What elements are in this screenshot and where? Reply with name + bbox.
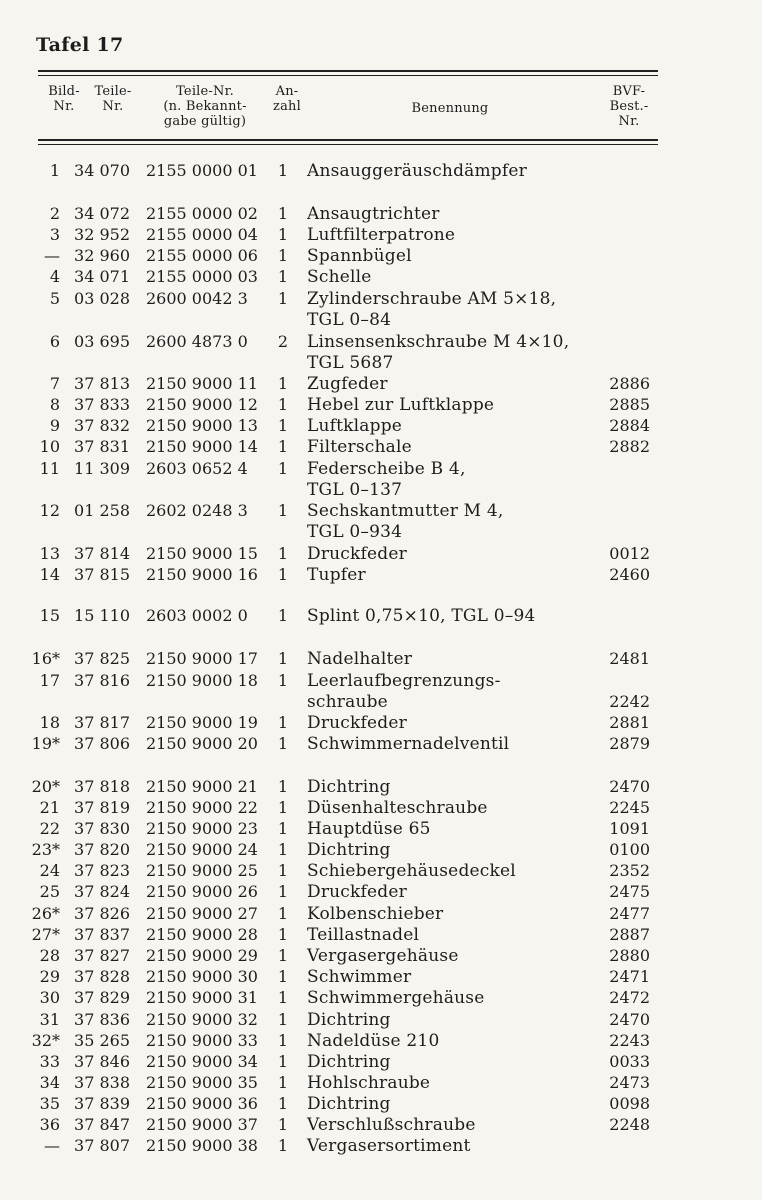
row-teile-nr: 37 833: [74, 395, 130, 414]
row-teile-nr-neu: 2600 4873 0: [146, 332, 248, 351]
row-bvf-nr: 0033: [609, 1052, 650, 1071]
row-teile-nr: 32 952: [74, 225, 130, 244]
row-teile-nr: 03 028: [74, 289, 130, 308]
table-row: [0, 458, 762, 480]
row-teile-nr-neu: 2155 0000 06: [146, 246, 258, 265]
row-anzahl: 1: [277, 861, 289, 880]
row-bild: 6: [49, 332, 60, 351]
row-teile-nr: 37 807: [74, 1136, 130, 1155]
header-teile-line: Teile-: [94, 84, 132, 99]
row-teile-nr-neu: 2150 9000 30: [146, 967, 258, 986]
row-anzahl: 1: [277, 161, 289, 180]
row-teile-nr: 03 695: [74, 332, 130, 351]
row-benennung: Vergasergehäuse: [307, 946, 459, 966]
row-teile-nr-neu: 2150 9000 21: [146, 777, 258, 796]
row-teile-nr-neu: 2150 9000 23: [146, 819, 258, 838]
table-row: [0, 245, 762, 267]
row-teile-nr: 37 814: [74, 544, 130, 563]
row-teile-nr: 37 829: [74, 988, 130, 1007]
row-benennung: Luftklappe: [307, 416, 403, 436]
row-anzahl: 1: [277, 1052, 289, 1071]
row-bvf-nr: 2884: [609, 416, 650, 435]
row-bvf-nr: 2243: [609, 1031, 650, 1050]
row-bild: 3: [49, 225, 60, 244]
row-teile-nr-neu: 2150 9000 32: [146, 1010, 258, 1029]
row-bild: 4: [49, 267, 60, 286]
header-bvf-line: BVF-: [612, 84, 646, 99]
row-teile-nr-neu: 2150 9000 14: [146, 437, 258, 456]
row-benennung: Vergasersortiment: [307, 1136, 471, 1156]
row-benennung: Schwimmer: [307, 967, 412, 987]
table-row: [0, 860, 762, 882]
row-teile-nr-neu: 2150 9000 13: [146, 416, 258, 435]
row-benennung: Ansaugtrichter: [307, 204, 440, 224]
row-bild: 9: [49, 416, 60, 435]
table-row: [0, 564, 762, 586]
row-anzahl: 1: [277, 777, 289, 796]
row-bvf-nr: 2248: [609, 1115, 650, 1134]
row-anzahl: 1: [277, 925, 289, 944]
row-bild: 21: [39, 798, 60, 817]
row-teile-nr: 37 830: [74, 819, 130, 838]
row-bild: 19*: [31, 734, 60, 753]
row-bvf-nr: 2879: [609, 734, 650, 753]
row-benennung: TGL 0–934: [307, 522, 403, 542]
row-anzahl: 1: [277, 946, 289, 965]
row-benennung: Spannbügel: [307, 246, 412, 266]
row-teile-nr: 37 836: [74, 1010, 130, 1029]
row-teile-nr-neu: 2155 0000 01: [146, 161, 258, 180]
row-anzahl: 1: [277, 840, 289, 859]
row-benennung: Leerlaufbegrenzungs-: [307, 671, 501, 691]
table-row: [0, 1135, 762, 1157]
row-bvf-nr: 2470: [609, 1010, 650, 1029]
row-teile-nr-neu: 2150 9000 31: [146, 988, 258, 1007]
row-teile-nr-neu: 2150 9000 17: [146, 649, 258, 668]
row-benennung: Schwimmernadelventil: [307, 734, 510, 754]
table-row: [0, 776, 762, 798]
table-row: [0, 352, 762, 374]
header-anzahl-line: zahl: [273, 99, 301, 114]
header-teile-neu-line: (n. Bekannt-: [163, 99, 247, 114]
row-benennung: Schwimmergehäuse: [307, 988, 485, 1008]
row-bild: 8: [49, 395, 60, 414]
row-benennung: Hohlschraube: [307, 1073, 431, 1093]
row-teile-nr-neu: 2150 9000 24: [146, 840, 258, 859]
row-benennung: Kolbenschieber: [307, 904, 444, 924]
row-teile-nr: 37 813: [74, 374, 130, 393]
header-bild-line: Bild-: [48, 84, 80, 99]
row-teile-nr: 34 071: [74, 267, 130, 286]
row-bild: 28: [39, 946, 60, 965]
row-anzahl: 1: [277, 459, 289, 478]
row-benennung: schraube: [307, 692, 388, 712]
row-teile-nr: 37 806: [74, 734, 130, 753]
row-benennung: Luftfilterpatrone: [307, 225, 456, 245]
row-teile-nr: 15 110: [74, 606, 130, 625]
row-teile-nr: 11 309: [74, 459, 130, 478]
row-benennung: Sechskantmutter M 4,: [307, 501, 504, 521]
row-anzahl: 2: [277, 332, 289, 351]
row-anzahl: 1: [277, 565, 289, 584]
row-teile-nr: 37 819: [74, 798, 130, 817]
row-bvf-nr: 2477: [609, 904, 650, 923]
row-anzahl: 1: [277, 606, 289, 625]
row-teile-nr: 37 815: [74, 565, 130, 584]
row-anzahl: 1: [277, 988, 289, 1007]
row-bvf-nr: 2881: [609, 713, 650, 732]
row-teile-nr: 01 258: [74, 501, 130, 520]
row-benennung: Teillastnadel: [307, 925, 420, 945]
row-teile-nr: 37 818: [74, 777, 130, 796]
row-teile-nr-neu: 2150 9000 33: [146, 1031, 258, 1050]
row-benennung: Dichtring: [307, 1052, 391, 1072]
row-teile-nr-neu: 2600 0042 3: [146, 289, 248, 308]
row-bvf-nr: 2886: [609, 374, 650, 393]
row-bild: —: [44, 246, 60, 265]
row-teile-nr-neu: 2150 9000 36: [146, 1094, 258, 1113]
row-bild: 15: [39, 606, 60, 625]
row-anzahl: 1: [277, 267, 289, 286]
row-benennung: Druckfeder: [307, 713, 407, 733]
row-bvf-nr: 0098: [609, 1094, 650, 1113]
table-row: [0, 224, 762, 246]
row-benennung: Zugfeder: [307, 374, 388, 394]
row-benennung: Düsenhalteschraube: [307, 798, 488, 818]
row-teile-nr-neu: 2603 0002 0: [146, 606, 248, 625]
row-teile-nr: 37 847: [74, 1115, 130, 1134]
table-row: [0, 521, 762, 543]
table-row: [0, 1114, 762, 1136]
row-teile-nr: 37 823: [74, 861, 130, 880]
row-benennung: Verschlußschraube: [307, 1115, 476, 1135]
table-row: [0, 987, 762, 1009]
row-benennung: Ansauggeräuschdämpfer: [307, 161, 527, 181]
row-anzahl: 1: [277, 734, 289, 753]
table-row: [0, 500, 762, 522]
table-row: [0, 712, 762, 734]
row-bild: 35: [39, 1094, 60, 1113]
row-teile-nr-neu: 2150 9000 28: [146, 925, 258, 944]
row-bvf-nr: 2470: [609, 777, 650, 796]
table-row: [0, 309, 762, 331]
row-benennung: Schiebergehäusedeckel: [307, 861, 516, 881]
row-anzahl: 1: [277, 904, 289, 923]
row-bild: 33: [39, 1052, 60, 1071]
header-bvf-line: Nr.: [618, 114, 640, 129]
row-anzahl: 1: [277, 395, 289, 414]
page-title: Tafel 17: [36, 34, 124, 56]
row-bvf-nr: 1091: [609, 819, 650, 838]
row-anzahl: 1: [277, 416, 289, 435]
row-bvf-nr: 2885: [609, 395, 650, 414]
row-benennung: Dichtring: [307, 777, 391, 797]
row-teile-nr-neu: 2150 9000 19: [146, 713, 258, 732]
row-anzahl: 1: [277, 1010, 289, 1029]
row-bvf-nr: 2880: [609, 946, 650, 965]
row-anzahl: 1: [277, 798, 289, 817]
row-benennung: Druckfeder: [307, 882, 407, 902]
row-bild: —: [44, 1136, 60, 1155]
row-bild: 16*: [31, 649, 60, 668]
header-bvf-line: Best.-: [609, 99, 649, 114]
row-teile-nr: 37 828: [74, 967, 130, 986]
row-bild: 31: [39, 1010, 60, 1029]
row-anzahl: 1: [277, 649, 289, 668]
row-benennung: Dichtring: [307, 1010, 391, 1030]
row-bild: 24: [39, 861, 60, 880]
row-anzahl: 1: [277, 225, 289, 244]
row-teile-nr-neu: 2150 9000 20: [146, 734, 258, 753]
row-benennung: Splint 0,75×10, TGL 0–94: [307, 606, 536, 626]
table-row: [0, 881, 762, 903]
row-teile-nr-neu: 2603 0652 4: [146, 459, 248, 478]
row-teile-nr-neu: 2150 9000 27: [146, 904, 258, 923]
table-row: [0, 648, 762, 670]
row-bild: 18: [39, 713, 60, 732]
row-teile-nr: 37 817: [74, 713, 130, 732]
row-bvf-nr: 2473: [609, 1073, 650, 1092]
row-teile-nr-neu: 2150 9000 35: [146, 1073, 258, 1092]
row-teile-nr: 37 831: [74, 437, 130, 456]
row-bild: 1: [49, 161, 60, 180]
row-anzahl: 1: [277, 713, 289, 732]
row-benennung: Hauptdüse 65: [307, 819, 431, 839]
table-row: [0, 203, 762, 225]
row-bild: 14: [39, 565, 60, 584]
row-teile-nr-neu: 2150 9000 25: [146, 861, 258, 880]
row-bild: 34: [39, 1073, 60, 1092]
row-anzahl: 1: [277, 246, 289, 265]
row-teile-nr-neu: 2155 0000 03: [146, 267, 258, 286]
row-bild: 27*: [31, 925, 60, 944]
row-bild: 26*: [31, 904, 60, 923]
table-row: [0, 818, 762, 840]
row-teile-nr: 37 838: [74, 1073, 130, 1092]
row-teile-nr-neu: 2150 9000 16: [146, 565, 258, 584]
row-bild: 20*: [31, 777, 60, 796]
row-teile-nr: 37 839: [74, 1094, 130, 1113]
row-teile-nr-neu: 2150 9000 22: [146, 798, 258, 817]
table-row: [0, 266, 762, 288]
row-bild: 13: [39, 544, 60, 563]
row-bild: 12: [39, 501, 60, 520]
row-teile-nr: 34 070: [74, 161, 130, 180]
table-row: [0, 1072, 762, 1094]
row-anzahl: 1: [277, 204, 289, 223]
row-teile-nr: 34 072: [74, 204, 130, 223]
table-row: [0, 670, 762, 692]
row-benennung: Filterschale: [307, 437, 412, 457]
row-teile-nr-neu: 2150 9000 18: [146, 671, 258, 690]
row-anzahl: 1: [277, 967, 289, 986]
row-anzahl: 1: [277, 1031, 289, 1050]
table-row: [0, 605, 762, 627]
table-row: [0, 1051, 762, 1073]
row-bild: 11: [39, 459, 60, 478]
row-benennung: TGL 0–84: [307, 310, 392, 330]
table-row: [0, 945, 762, 967]
table-row: [0, 479, 762, 501]
row-teile-nr: 37 825: [74, 649, 130, 668]
row-anzahl: 1: [277, 1094, 289, 1113]
row-bvf-nr: 2475: [609, 882, 650, 901]
header-teile-neu-line: Teile-Nr.: [176, 84, 234, 99]
row-benennung: Federscheibe B 4,: [307, 459, 466, 479]
row-teile-nr-neu: 2150 9000 15: [146, 544, 258, 563]
row-bild: 32*: [31, 1031, 60, 1050]
row-benennung: TGL 0–137: [307, 480, 403, 500]
row-teile-nr-neu: 2150 9000 12: [146, 395, 258, 414]
row-bild: 2: [49, 204, 60, 223]
row-teile-nr-neu: 2150 9000 29: [146, 946, 258, 965]
row-anzahl: 1: [277, 1115, 289, 1134]
row-anzahl: 1: [277, 289, 289, 308]
row-anzahl: 1: [277, 1136, 289, 1155]
row-benennung: TGL 5687: [307, 353, 394, 373]
row-bvf-nr: 0100: [609, 840, 650, 859]
row-bild: 5: [49, 289, 60, 308]
row-teile-nr: 37 824: [74, 882, 130, 901]
header-teile-neu-line: gabe gültig): [163, 114, 247, 129]
row-benennung: Nadelhalter: [307, 649, 413, 669]
row-benennung: Druckfeder: [307, 544, 407, 564]
row-anzahl: 1: [277, 437, 289, 456]
table-row: [0, 1030, 762, 1052]
table-row: [0, 415, 762, 437]
table-row: [0, 966, 762, 988]
row-teile-nr: 37 837: [74, 925, 130, 944]
table-row: [0, 733, 762, 755]
row-bild: 7: [49, 374, 60, 393]
row-bild: 17: [39, 671, 60, 690]
table-row: [0, 903, 762, 925]
row-anzahl: 1: [277, 1073, 289, 1092]
row-bild: 25: [39, 882, 60, 901]
row-bild: 36: [39, 1115, 60, 1134]
row-bvf-nr: 2460: [609, 565, 650, 584]
header-benennung: Benennung: [411, 101, 489, 116]
row-teile-nr-neu: 2150 9000 37: [146, 1115, 258, 1134]
table-row: [0, 394, 762, 416]
row-bild: 10: [39, 437, 60, 456]
table-row: [0, 691, 762, 713]
row-benennung: Tupfer: [307, 565, 366, 585]
row-teile-nr: 37 827: [74, 946, 130, 965]
row-teile-nr-neu: 2150 9000 38: [146, 1136, 258, 1155]
row-benennung: Schelle: [307, 267, 372, 287]
table-row: [0, 436, 762, 458]
row-bild: 22: [39, 819, 60, 838]
table-row: [0, 1093, 762, 1115]
header-anzahl-line: An-: [275, 84, 299, 99]
row-teile-nr-neu: 2155 0000 02: [146, 204, 258, 223]
row-bvf-nr: 2481: [609, 649, 650, 668]
row-teile-nr-neu: 2602 0248 3: [146, 501, 248, 520]
table-row: [0, 543, 762, 565]
row-bvf-nr: 2887: [609, 925, 650, 944]
row-benennung: Nadeldüse 210: [307, 1031, 440, 1051]
row-bvf-nr: 2242: [609, 692, 650, 711]
table-row: [0, 839, 762, 861]
row-bvf-nr: 2352: [609, 861, 650, 880]
row-teile-nr: 37 846: [74, 1052, 130, 1071]
header-teile-line: Nr.: [102, 99, 124, 114]
row-anzahl: 1: [277, 544, 289, 563]
table-row: [0, 160, 762, 182]
row-anzahl: 1: [277, 374, 289, 393]
row-teile-nr-neu: 2150 9000 34: [146, 1052, 258, 1071]
row-bvf-nr: 2882: [609, 437, 650, 456]
row-anzahl: 1: [277, 819, 289, 838]
row-teile-nr: 37 816: [74, 671, 130, 690]
row-bvf-nr: 2245: [609, 798, 650, 817]
row-bvf-nr: 0012: [609, 544, 650, 563]
row-bvf-nr: 2472: [609, 988, 650, 1007]
row-teile-nr: 37 826: [74, 904, 130, 923]
row-teile-nr: 32 960: [74, 246, 130, 265]
row-anzahl: 1: [277, 501, 289, 520]
row-benennung: Zylinderschraube AM 5×18,: [307, 289, 557, 309]
table-row: [0, 288, 762, 310]
row-bild: 29: [39, 967, 60, 986]
table-row: [0, 797, 762, 819]
table-row: [0, 924, 762, 946]
row-teile-nr: 35 265: [74, 1031, 130, 1050]
table-row: [0, 1009, 762, 1031]
row-teile-nr-neu: 2155 0000 04: [146, 225, 258, 244]
row-benennung: Linsensenkschraube M 4×10,: [307, 332, 570, 352]
row-bvf-nr: 2471: [609, 967, 650, 986]
row-teile-nr: 37 832: [74, 416, 130, 435]
row-anzahl: 1: [277, 882, 289, 901]
table-row: [0, 331, 762, 353]
row-teile-nr: 37 820: [74, 840, 130, 859]
row-teile-nr-neu: 2150 9000 26: [146, 882, 258, 901]
row-bild: 30: [39, 988, 60, 1007]
row-benennung: Hebel zur Luftklappe: [307, 395, 495, 415]
header-bild-line: Nr.: [53, 99, 75, 114]
row-anzahl: 1: [277, 671, 289, 690]
row-bild: 23*: [31, 840, 60, 859]
row-teile-nr-neu: 2150 9000 11: [146, 374, 258, 393]
table-row: [0, 373, 762, 395]
row-benennung: Dichtring: [307, 1094, 391, 1114]
row-benennung: Dichtring: [307, 840, 391, 860]
